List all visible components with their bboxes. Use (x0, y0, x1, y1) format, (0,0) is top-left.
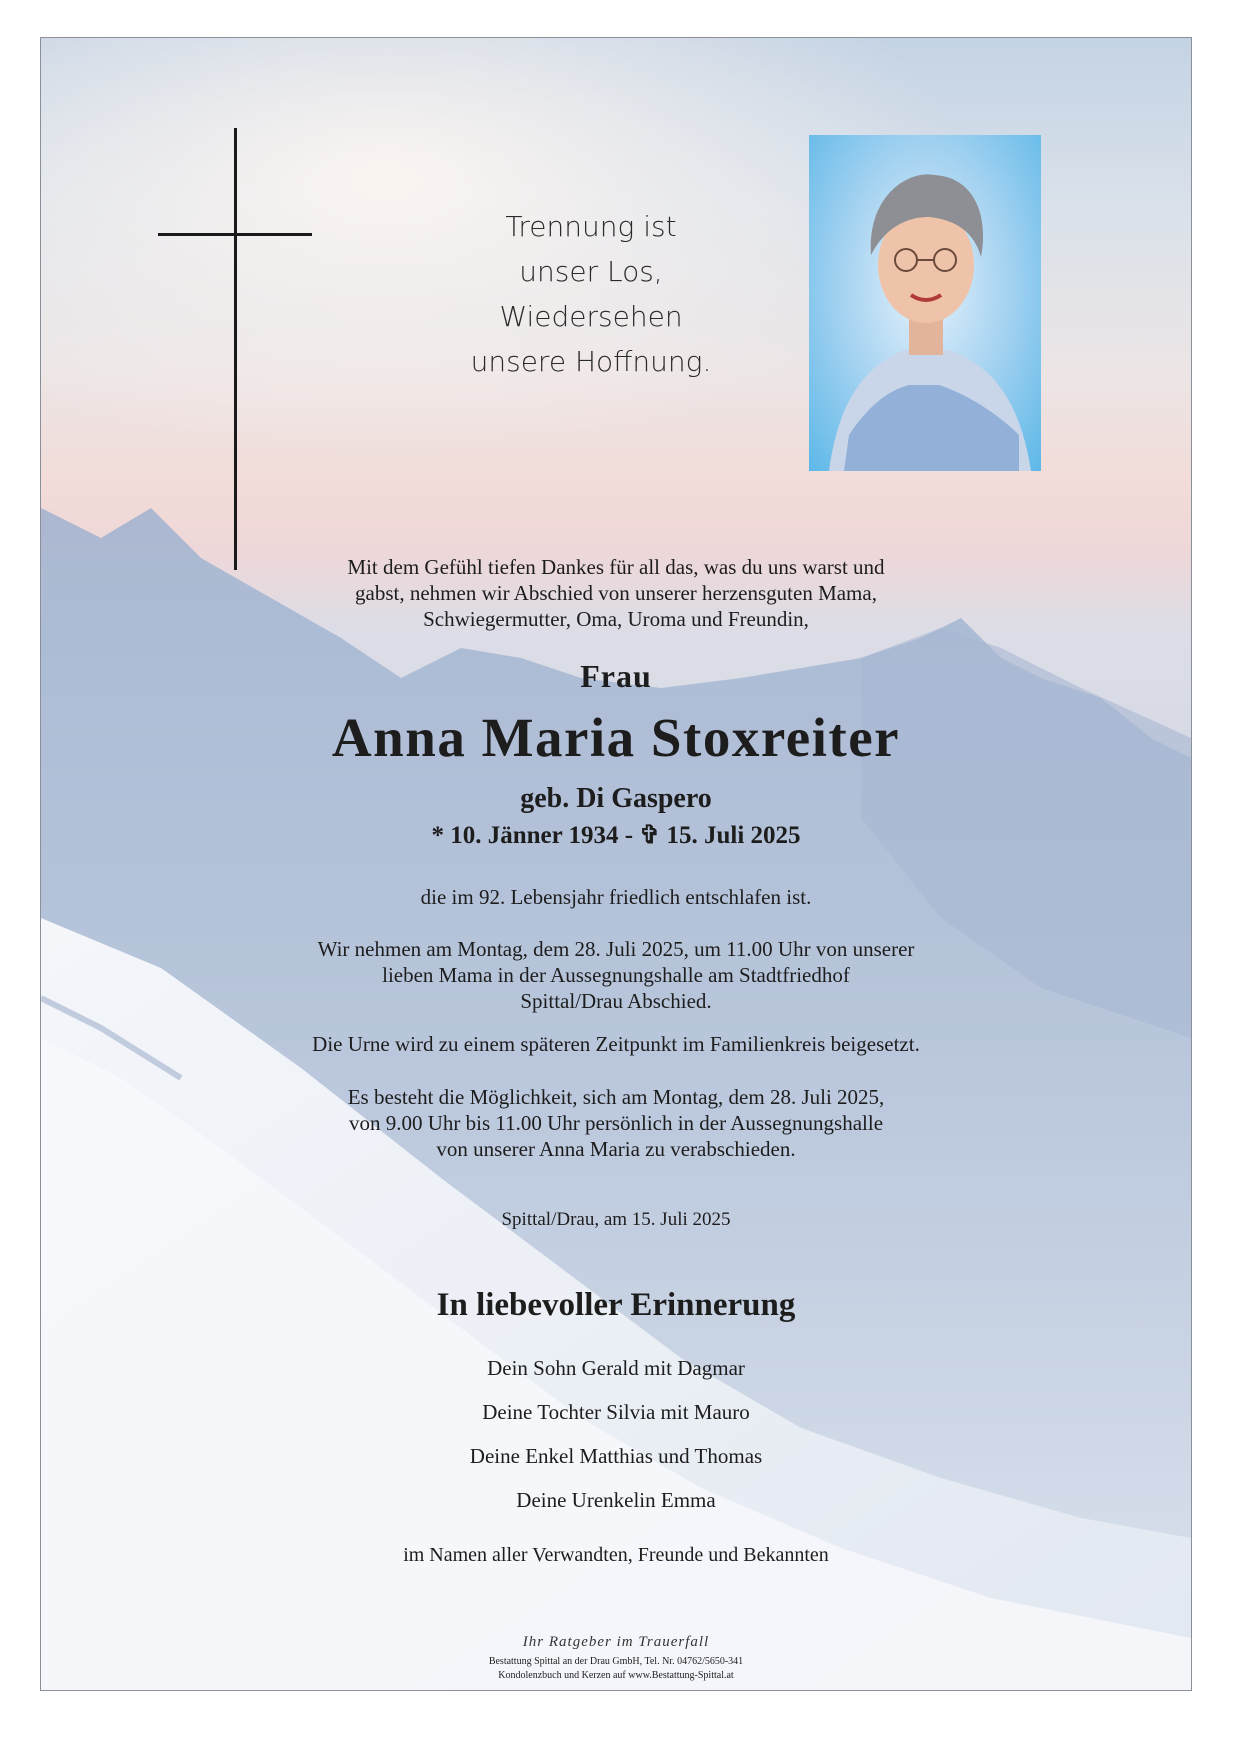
funeral-home-contact: Bestattung Spittal an der Drau GmbH, Tel. Nr. 04762/5650-341 (488, 1656, 744, 1667)
viewing-text (41, 1084, 1191, 1162)
ceremony-line: Spittal/Drau Abschied. (520, 989, 712, 1013)
condolence-website: Kondolenzbuch und Kerzen auf www.Bestattung-Spittal.at (498, 1670, 734, 1681)
quote-line: Wiedersehen (499, 300, 683, 333)
ceremony-line: lieben Mama in der Aussegnungshalle am Stadtfriedhof (382, 963, 850, 987)
obituary-card (40, 37, 1192, 1691)
closing-text: im Namen aller Verwandten, Freunde und Bekannten (403, 1544, 829, 1566)
quote-line: unser Los, (519, 255, 663, 288)
ceremony-text (41, 936, 1191, 1014)
memory-heading: In liebevoller Erinnerung (436, 1287, 796, 1323)
place-date: Spittal/Drau, am 15. Juli 2025 (501, 1209, 731, 1230)
quote (401, 204, 781, 384)
funeral-home-slogan: Ihr Ratgeber im Trauerfall (522, 1634, 710, 1650)
mourner-line: Deine Tochter Silvia mit Mauro (482, 1400, 750, 1424)
mourner-line: Deine Enkel Matthias und Thomas (469, 1444, 763, 1468)
viewing-line: von unserer Anna Maria zu verabschieden. (436, 1137, 796, 1161)
urn-text: Die Urne wird zu einem späteren Zeitpunkt im Familienkreis beigesetzt. (312, 1032, 920, 1056)
portrait-photo (809, 135, 1041, 471)
intro-line: gabst, nehmen wir Abschied von unserer herzensguten Mama, (355, 581, 877, 605)
intro-line: Mit dem Gefühl tiefen Dankes für all das, was du uns warst und (347, 555, 885, 579)
life-dates: * 10. Jänner 1934 - ✞ 15. Juli 2025 (431, 822, 801, 849)
mourner-line: Dein Sohn Gerald mit Dagmar (487, 1356, 745, 1380)
deceased-name: Anna Maria Stoxreiter (331, 707, 901, 768)
salutation: Frau (580, 658, 652, 694)
quote-line: unsere Hoffnung. (470, 345, 712, 378)
viewing-line: Es besteht die Möglichkeit, sich am Montag, dem 28. Juli 2025, (347, 1085, 885, 1109)
age-text: die im 92. Lebensjahr friedlich entschlafen ist. (420, 885, 812, 909)
birth-name: geb. Di Gaspero (520, 783, 712, 814)
quote-line: Trennung ist (505, 210, 677, 243)
viewing-line: von 9.00 Uhr bis 11.00 Uhr persönlich in der Aussegnungshalle (348, 1111, 884, 1135)
ceremony-line: Wir nehmen am Montag, dem 28. Juli 2025, um 11.00 Uhr von unserer (317, 937, 915, 961)
mourner-line: Deine Urenkelin Emma (516, 1488, 716, 1512)
intro-line: Schwiegermutter, Oma, Uroma und Freundin, (423, 607, 809, 631)
intro-text (41, 554, 1191, 632)
